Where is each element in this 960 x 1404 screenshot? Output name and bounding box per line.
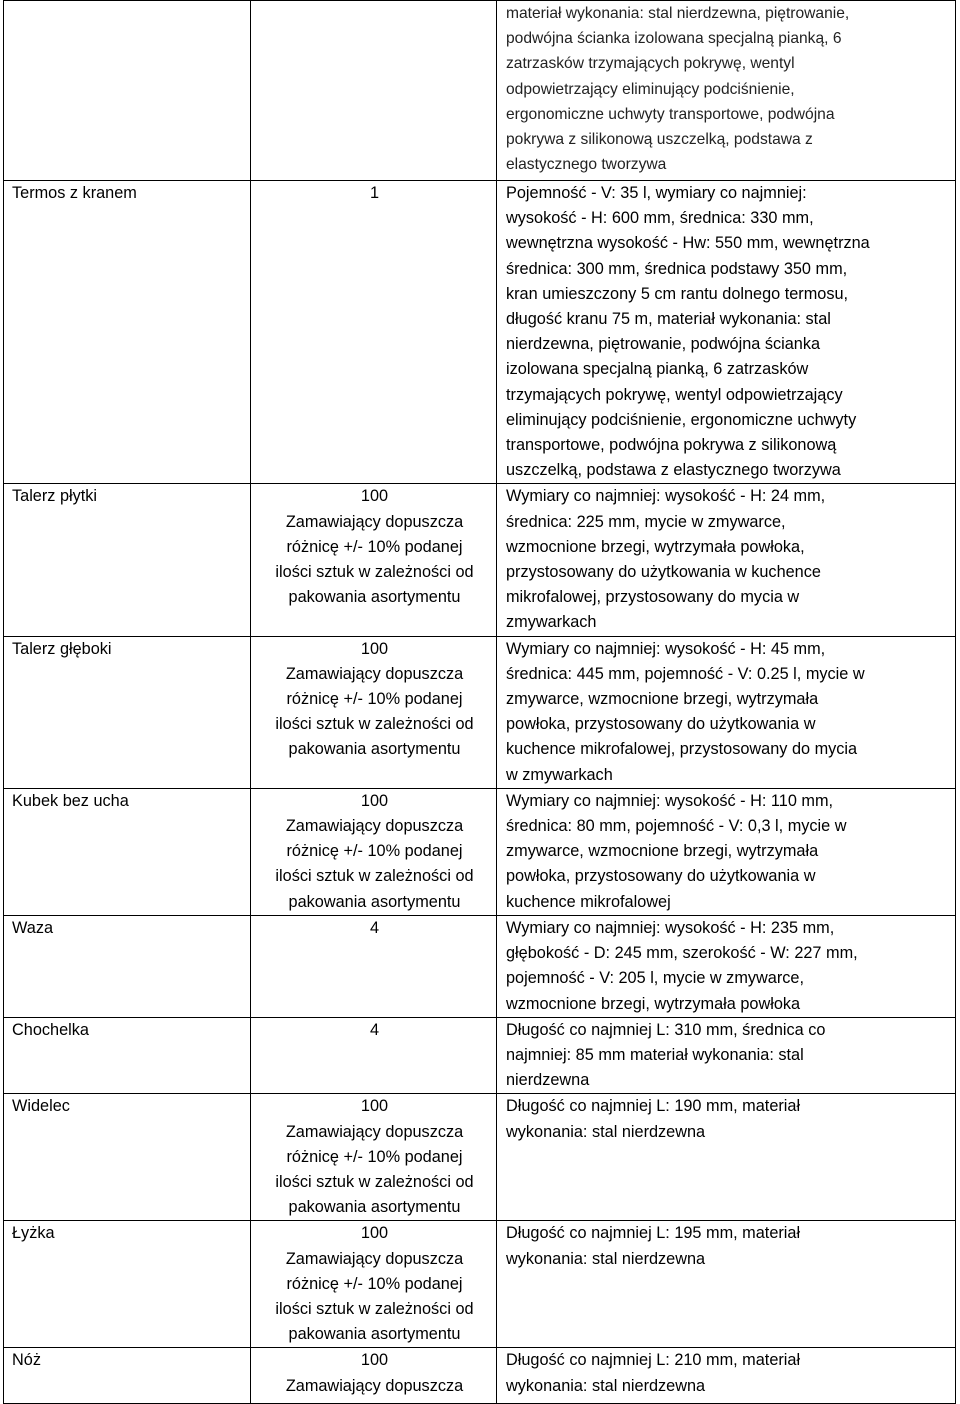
description-line: nierdzewna [506,1071,590,1090]
description-line: nierdzewna, piętrowanie, podwójna ścianka [506,335,821,354]
quantity-note-line: pakowania asortymentu [288,1198,461,1217]
description-line: głębokość - D: 245 mm, szerokość - W: 227 mm, [506,944,858,963]
item-name: Waza [12,918,54,937]
description-line: zmywarce, wzmocnione brzegi, wytrzymała [506,842,819,861]
item-name-cell [4,788,251,915]
description-cell [497,484,956,636]
quantity-cell [251,1348,497,1404]
description-line: wykonania: stal nierdzewna [506,1122,706,1141]
description-line: średnica: 445 mm, pojemność - V: 0.25 l, mycie w [506,664,865,683]
description-line: ergonomiczne uchwyty transportowe, podwójna [506,105,835,123]
quantity-note-line: różnicę +/- 10% podanej [286,537,463,556]
table-row [4,636,956,788]
table-row [4,181,956,484]
item-name: Talerz płytki [12,487,98,506]
description-line: wykonania: stal nierdzewna [506,1376,706,1395]
description-cell [497,1348,956,1404]
description-line: zmywarce, wzmocnione brzegi, wytrzymała [506,690,819,709]
item-name-cell [4,1017,251,1094]
quantity-value: 100 [360,1224,389,1243]
quantity-note-line: ilości sztuk w zależności od [275,563,474,582]
description-line: wykonania: stal nierdzewna [506,1249,706,1268]
quantity-note-line: pakowania asortymentu [288,588,461,607]
quantity-cell [251,636,497,788]
quantity-value: 4 [369,1020,380,1039]
description-line: kuchence mikrofalowej [506,892,671,911]
description-line: przystosowany do użytkowania w kuchence [506,563,821,582]
table-body [4,1,956,1404]
table-row [4,484,956,636]
item-name: Łyżka [12,1224,55,1243]
quantity-cell [251,915,497,1017]
description-line: powłoka, przystosowany do użytkowania w [506,867,816,886]
quantity-value: 100 [360,791,389,810]
quantity-value: 100 [360,487,389,506]
item-name-cell [4,636,251,788]
description-line: wzmocnione brzegi, wytrzymała powłoka [506,994,801,1013]
quantity-note-line: Zamawiający dopuszcza [285,1249,464,1268]
item-name-cell [4,181,251,484]
description-cell [497,788,956,915]
quantity-note-line: różnicę +/- 10% podanej [286,842,463,861]
table-row [4,1094,956,1221]
quantity-note-line: ilości sztuk w zależności od [275,1172,474,1191]
description-line: Długość co najmniej L: 190 mm, materiał [506,1097,801,1116]
item-name-cell [4,1,251,181]
quantity-note-line: ilości sztuk w zależności od [275,867,474,886]
item-name: Termos z kranem [12,184,137,202]
description-line: Długość co najmniej L: 210 mm, materiał [506,1351,801,1370]
quantity-cell [251,1017,497,1094]
item-name-cell [4,1348,251,1404]
description-cell [497,181,956,484]
description-cell [497,1017,956,1094]
quantity-value: 4 [369,918,380,937]
quantity-cell [251,1094,497,1221]
description-line: zatrzasków trzymających pokrywę, wentyl [506,55,795,73]
description-cell [497,1094,956,1221]
description-line: kuchence mikrofalowej, przystosowany do mycia [506,740,858,759]
quantity-note-line: Zamawiający dopuszcza [285,1376,464,1395]
description-cell [497,1221,956,1348]
description-cell [497,1,956,181]
description-line: długość kranu 75 m, materiał wykonania: stal [506,310,831,329]
quantity-note-line: ilości sztuk w zależności od [275,1299,474,1318]
description-line: podwójna ścianka izolowana specjalną pianką, 6 [506,30,842,48]
description-line: uszczelką, podstawa z elastycznego tworzywa [506,461,841,480]
description-line: pojemność - V: 205 l, mycie w zmywarce, [506,969,804,988]
quantity-note-line: różnicę +/- 10% podanej [286,690,463,709]
description-line: odpowietrzający eliminujący podciśnienie, [506,80,795,98]
quantity-cell [251,484,497,636]
quantity-note-line: Zamawiający dopuszcza [285,1122,464,1141]
quantity-note-line: ilości sztuk w zależności od [275,715,474,734]
description-line: Wymiary co najmniej: wysokość - H: 235 mm, [506,918,835,937]
description-line: Wymiary co najmniej: wysokość - H: 110 mm, [506,791,834,810]
quantity-value: 100 [360,639,389,658]
description-line: trzymających pokrywę, wentyl odpowietrzający [506,385,843,404]
quantity-cell [251,181,497,484]
description-line: średnica: 225 mm, mycie w zmywarce, [506,512,786,531]
description-line: wzmocnione brzegi, wytrzymała powłoka, [506,537,805,556]
description-line: materiał wykonania: stal nierdzewna, piętrowanie, [506,5,850,22]
quantity-note-line: różnicę +/- 10% podanej [286,1274,463,1293]
description-cell [497,636,956,788]
table-row [4,1,956,181]
description-line: pokrywa z silikonową uszczelką, podstawa z [506,131,813,149]
quantity-cell [251,1221,497,1348]
item-name-cell [4,1094,251,1221]
quantity-note-line: pakowania asortymentu [288,740,461,759]
description-line: wewnętrzna wysokość - Hw: 550 mm, wewnętrzna [506,234,870,253]
item-name: Nóż [12,1351,41,1370]
table-row [4,1017,956,1094]
item-name: Widelec [12,1097,70,1116]
description-line: kran umieszczony 5 cm rantu dolnego termosu, [506,284,849,303]
product-spec-table [3,0,956,1404]
description-line: mikrofalowej, przystosowany do mycia w [506,588,800,607]
item-name-cell [4,1221,251,1348]
description-line: Wymiary co najmniej: wysokość - H: 45 mm, [506,639,826,658]
description-line: izolowana specjalną pianką, 6 zatrzasków [506,360,809,379]
item-name-cell [4,915,251,1017]
description-line: elastycznego tworzywa [506,156,667,174]
quantity-value: 100 [360,1097,389,1116]
quantity-value: 1 [369,184,380,202]
description-line: średnica: 80 mm, pojemność - V: 0,3 l, mycie w [506,817,847,836]
item-name: Chochelka [12,1020,89,1039]
table-row [4,1348,956,1404]
description-line: średnica: 300 mm, średnica podstawy 350 mm, [506,259,848,278]
table-row [4,1221,956,1348]
description-line: Wymiary co najmniej: wysokość - H: 24 mm, [506,487,826,506]
description-line: Pojemność - V: 35 l, wymiary co najmniej: [506,184,807,202]
quantity-note-line: pakowania asortymentu [288,1325,461,1344]
description-line: Długość co najmniej L: 310 mm, średnica co [506,1020,826,1039]
table-row [4,788,956,915]
item-name-cell [4,484,251,636]
description-line: w zmywarkach [506,765,613,784]
description-line: eliminujący podciśnienie, ergonomiczne uchwyty [506,410,857,429]
description-line: zmywarkach [506,613,597,632]
table-row [4,915,956,1017]
quantity-note-line: Zamawiający dopuszcza [285,512,464,531]
item-name: Kubek bez ucha [12,791,129,810]
item-name: Talerz głęboki [12,639,112,658]
quantity-cell [251,788,497,915]
description-line: najmniej: 85 mm materiał wykonania: stal [506,1045,804,1064]
quantity-value: 100 [360,1351,389,1370]
description-line: wysokość - H: 600 mm, średnica: 330 mm, [506,209,814,228]
quantity-note-line: Zamawiający dopuszcza [285,817,464,836]
description-line: Długość co najmniej L: 195 mm, materiał [506,1224,801,1243]
description-line: powłoka, przystosowany do użytkowania w [506,715,816,734]
quantity-cell [251,1,497,181]
quantity-note-line: różnicę +/- 10% podanej [286,1147,463,1166]
description-line: transportowe, podwójna pokrywa z silikonową [506,436,837,455]
description-cell [497,915,956,1017]
quantity-note-line: pakowania asortymentu [288,892,461,911]
quantity-note-line: Zamawiający dopuszcza [285,664,464,683]
